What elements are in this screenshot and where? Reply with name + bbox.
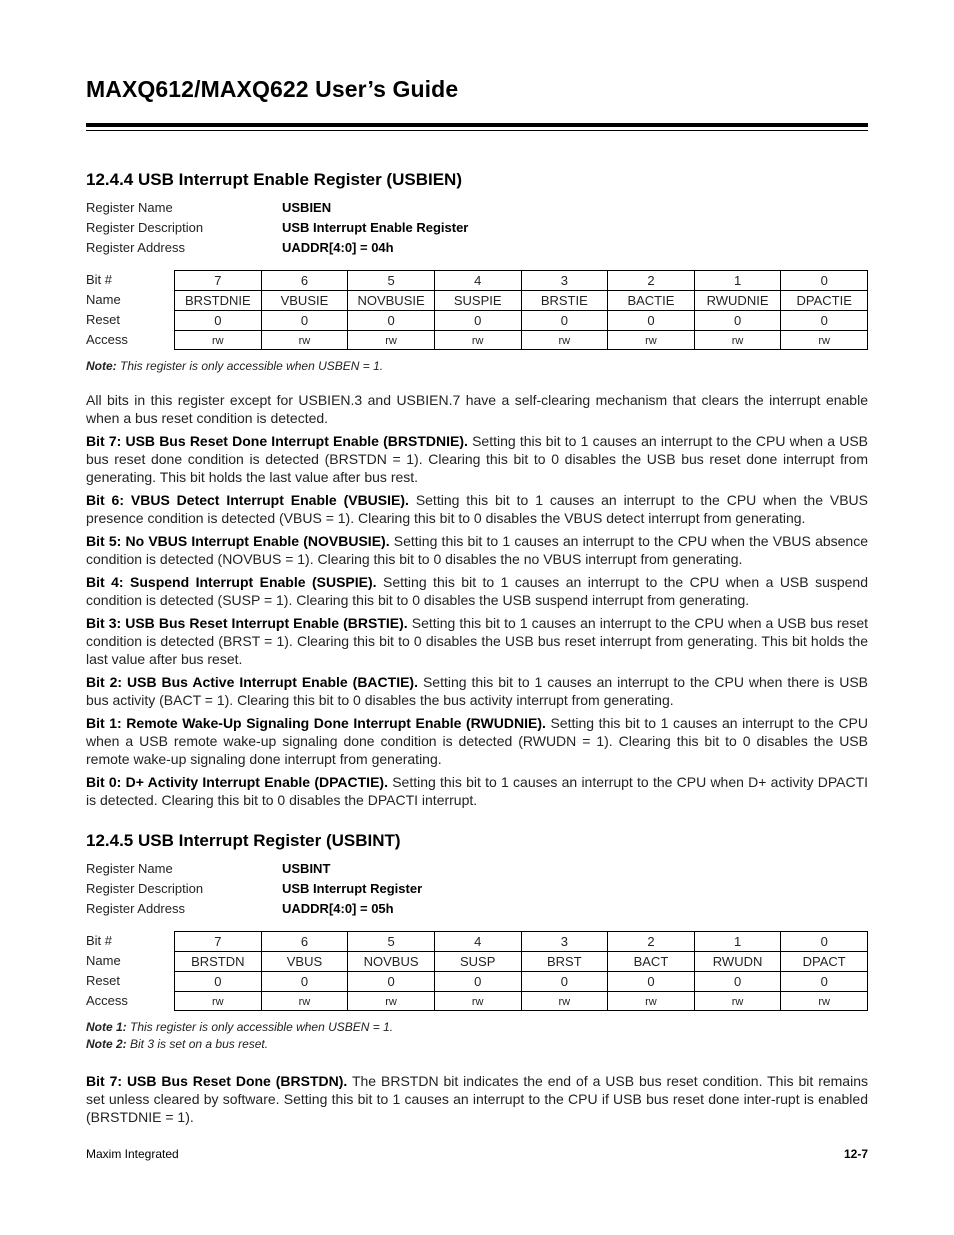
row-label: Reset xyxy=(86,312,120,327)
footer-company: Maxim Integrated xyxy=(86,1147,179,1161)
table-cell: DPACT xyxy=(780,951,868,971)
table-cell: VBUSIE xyxy=(261,290,348,310)
note-text: Bit 3 is set on a bus reset. xyxy=(130,1037,269,1051)
table-cell: 0 xyxy=(261,310,348,330)
bit-text: Setting this bit to 1 causes an interrupt to the CPU when the VBUS presence condition is detected (VBUS = 1). Clearing this bit to 0 disables the VBUS detect interrupt from generating. xyxy=(86,492,868,526)
intro-paragraph: All bits in this register except for USBIEN.3 and USBIEN.7 have a self-clearing mechanism that clears the interrupt enable when a bus reset condition is detected. xyxy=(86,392,868,426)
section-heading: 12.4.4 USB Interrupt Enable Register (USBIEN) xyxy=(86,170,462,189)
table-cell: 3 xyxy=(521,270,608,290)
meta-row xyxy=(86,218,868,238)
bit-heading: Bit 7: USB Bus Reset Done Interrupt Enable (BRSTDNIE). xyxy=(86,433,468,449)
section-usbien xyxy=(86,170,868,809)
table-cell: rw xyxy=(694,330,781,350)
table-cell: rw xyxy=(434,991,521,1011)
row-cells xyxy=(174,991,868,1011)
table-cell: rw xyxy=(521,330,608,350)
row-cells xyxy=(174,971,868,991)
bit-text: The BRSTDN bit indicates the end of a USB bus reset condition. This bit remains set unless cleared by software. Setting this bit to 1 causes an interrupt to the CPU if USB bus reset done inter-rupt is enabled (BRSTDNIE = 1). xyxy=(86,1073,868,1125)
table-cell: 7 xyxy=(174,931,261,951)
bit-heading: Bit 1: Remote Wake-Up Signaling Done Interrupt Enable (RWUDNIE). xyxy=(86,715,546,731)
meta-label: Register Address xyxy=(86,901,185,916)
reset-row xyxy=(86,310,868,330)
meta-row xyxy=(86,198,868,218)
table-cell: 6 xyxy=(261,931,348,951)
register-table xyxy=(86,270,868,350)
table-cell: RWUDN xyxy=(694,951,781,971)
note-text: This register is only accessible when USBEN = 1. xyxy=(130,1020,394,1034)
bit-description xyxy=(86,673,868,709)
note-text: This register is only accessible when USBEN = 1. xyxy=(120,359,384,373)
bit-description xyxy=(86,714,868,768)
meta-value: USB Interrupt Enable Register xyxy=(282,220,469,235)
meta-label: Register Name xyxy=(86,200,173,215)
row-label: Bit # xyxy=(86,933,113,948)
meta-row xyxy=(86,859,868,879)
row-label: Name xyxy=(86,953,121,968)
table-cell: 0 xyxy=(780,270,868,290)
bit-heading: Bit 3: USB Bus Reset Interrupt Enable (BRSTIE). xyxy=(86,615,408,631)
row-label: Access xyxy=(86,993,128,1008)
table-cell: rw xyxy=(261,330,348,350)
table-cell: 0 xyxy=(434,310,521,330)
bit-description xyxy=(86,491,868,527)
bit-heading: Bit 2: USB Bus Active Interrupt Enable (BACTIE). xyxy=(86,674,418,690)
register-note xyxy=(86,358,868,375)
meta-value: USBINT xyxy=(282,861,331,876)
table-cell: rw xyxy=(607,991,694,1011)
note-label: Note 1: xyxy=(86,1020,127,1034)
table-cell: SUSP xyxy=(434,951,521,971)
table-cell: BRSTIE xyxy=(521,290,608,310)
footer-page-number: 12-7 xyxy=(843,1147,868,1161)
meta-label: Register Name xyxy=(86,861,173,876)
table-cell: BRST xyxy=(521,951,608,971)
bit-number-row xyxy=(86,931,868,951)
table-cell: rw xyxy=(174,330,261,350)
note-label: Note: xyxy=(86,359,117,373)
table-cell: 0 xyxy=(434,971,521,991)
meta-label: Register Description xyxy=(86,881,204,896)
table-cell: rw xyxy=(780,991,868,1011)
row-cells xyxy=(174,931,868,951)
bit-heading: Bit 6: VBUS Detect Interrupt Enable (VBUSIE). xyxy=(86,492,409,508)
meta-value: UADDR[4:0] = 05h xyxy=(282,901,394,916)
table-cell: 0 xyxy=(347,971,434,991)
table-cell: rw xyxy=(607,330,694,350)
note-label: Note 2: xyxy=(86,1037,127,1051)
table-cell: 0 xyxy=(694,310,781,330)
bit-text: Setting this bit to 1 causes an interrupt to the CPU when the VBUS absence condition is detected (NOVBUS = 1). Clearing this bit to 0 disables the no VBUS interrupt from generating. xyxy=(86,533,868,567)
table-cell: NOVBUSIE xyxy=(347,290,434,310)
table-cell: 0 xyxy=(607,310,694,330)
register-meta xyxy=(86,198,868,258)
bit-text: Setting this bit to 1 causes an interrupt to the CPU when a USB remote wake-up signaling done condition is detected (RWUDN = 1). Clearing this bit to 0 disables the USB remote wake-up signaling done interrupt from generating. xyxy=(86,715,868,767)
table-cell: 0 xyxy=(174,971,261,991)
bit-description xyxy=(86,532,868,568)
table-cell: RWUDNIE xyxy=(694,290,781,310)
table-cell: 5 xyxy=(347,931,434,951)
table-cell: DPACTIE xyxy=(780,290,868,310)
table-cell: rw xyxy=(347,991,434,1011)
table-cell: BRSTDN xyxy=(174,951,261,971)
bit-text: Setting this bit to 1 causes an interrupt to the CPU when a USB suspend condition is detected (SUSP = 1). Clearing this bit to 0 disables the USB suspend interrupt from generating. xyxy=(86,574,868,608)
register-meta xyxy=(86,859,868,919)
table-cell: rw xyxy=(521,991,608,1011)
table-cell: SUSPIE xyxy=(434,290,521,310)
meta-row xyxy=(86,899,868,919)
bit-number-row xyxy=(86,270,868,290)
table-cell: 0 xyxy=(780,931,868,951)
table-cell: 0 xyxy=(174,310,261,330)
title-rule-thin xyxy=(86,130,868,131)
field-name-row xyxy=(86,951,868,971)
bit-description xyxy=(86,773,868,809)
meta-value: UADDR[4:0] = 04h xyxy=(282,240,394,255)
table-cell: 1 xyxy=(694,931,781,951)
table-cell: 0 xyxy=(347,310,434,330)
table-cell: rw xyxy=(780,330,868,350)
row-cells xyxy=(174,270,868,290)
table-cell: 0 xyxy=(521,310,608,330)
bit-descriptions xyxy=(86,432,868,809)
bit-heading: Bit 0: D+ Activity Interrupt Enable (DPACTIE). xyxy=(86,774,388,790)
bit-text: Setting this bit to 1 causes an interrupt to the CPU when D+ activity DPACTI is detected. Clearing this bit to 0 disables the DPACTI interrupt. xyxy=(86,774,869,808)
register-note-2 xyxy=(86,1036,868,1053)
bit-text: Setting this bit to 1 causes an interrupt to the CPU when there is USB bus activity (BACT = 1). Clearing this bit to 0 disables the bus activity interrupt from generating. xyxy=(86,674,869,708)
bit-heading: Bit 7: USB Bus Reset Done (BRSTDN). xyxy=(86,1073,348,1089)
table-cell: 0 xyxy=(261,971,348,991)
row-cells xyxy=(174,310,868,330)
table-cell: BRSTDNIE xyxy=(174,290,261,310)
bit-description xyxy=(86,573,868,609)
row-cells xyxy=(174,951,868,971)
row-cells xyxy=(174,290,868,310)
table-cell: 7 xyxy=(174,270,261,290)
table-cell: 0 xyxy=(521,971,608,991)
meta-label: Register Description xyxy=(86,220,204,235)
register-note-1 xyxy=(86,1019,868,1036)
bit-description xyxy=(86,432,868,486)
meta-row xyxy=(86,879,868,899)
table-cell: 0 xyxy=(607,971,694,991)
meta-row xyxy=(86,238,868,258)
row-label: Reset xyxy=(86,973,120,988)
table-cell: BACT xyxy=(607,951,694,971)
row-label: Bit # xyxy=(86,272,113,287)
table-cell: 2 xyxy=(607,270,694,290)
register-table xyxy=(86,931,868,1011)
access-row xyxy=(86,991,868,1011)
table-cell: rw xyxy=(261,991,348,1011)
table-cell: 0 xyxy=(780,310,868,330)
table-cell: BACTIE xyxy=(607,290,694,310)
field-name-row xyxy=(86,290,868,310)
bit-heading: Bit 5: No VBUS Interrupt Enable (NOVBUSIE). xyxy=(86,533,390,549)
table-cell: 4 xyxy=(434,931,521,951)
access-row xyxy=(86,330,868,350)
bit-heading: Bit 4: Suspend Interrupt Enable (SUSPIE). xyxy=(86,574,377,590)
row-cells xyxy=(174,330,868,350)
title-rule-thick xyxy=(86,123,868,127)
table-cell: rw xyxy=(347,330,434,350)
table-cell: 4 xyxy=(434,270,521,290)
row-label: Name xyxy=(86,292,121,307)
bit-text: Setting this bit to 1 causes an interrupt to the CPU when a USB bus reset condition is detected (BRST = 1). Clearing this bit to 0 disables the USB bus reset interrupt from generating. This bit holds the last value after bus reset. xyxy=(86,615,869,667)
table-cell: 0 xyxy=(780,971,868,991)
table-cell: 1 xyxy=(694,270,781,290)
table-cell: 5 xyxy=(347,270,434,290)
meta-value: USBIEN xyxy=(282,200,332,215)
bit-text: Setting this bit to 1 causes an interrupt to the CPU when a USB bus reset done condition is detected (BRSTDN = 1). Clearing this bit to 0 disables the USB bus reset done interrupt from generating. This bit holds the last value after bus rest. xyxy=(86,433,869,485)
table-cell: 3 xyxy=(521,931,608,951)
section-heading: 12.4.5 USB Interrupt Register (USBINT) xyxy=(86,831,401,850)
meta-label: Register Address xyxy=(86,240,185,255)
reset-row xyxy=(86,971,868,991)
row-label: Access xyxy=(86,332,128,347)
meta-value: USB Interrupt Register xyxy=(282,881,423,896)
bit-description xyxy=(86,1072,868,1126)
table-cell: rw xyxy=(174,991,261,1011)
table-cell: rw xyxy=(694,991,781,1011)
document-title: MAXQ612/MAXQ622 User’s Guide xyxy=(86,76,459,102)
table-cell: 0 xyxy=(694,971,781,991)
table-cell: rw xyxy=(434,330,521,350)
section-usbint xyxy=(86,831,868,1126)
table-cell: VBUS xyxy=(261,951,348,971)
table-cell: 2 xyxy=(607,931,694,951)
bit-description xyxy=(86,614,868,668)
table-cell: NOVBUS xyxy=(347,951,434,971)
table-cell: 6 xyxy=(261,270,348,290)
